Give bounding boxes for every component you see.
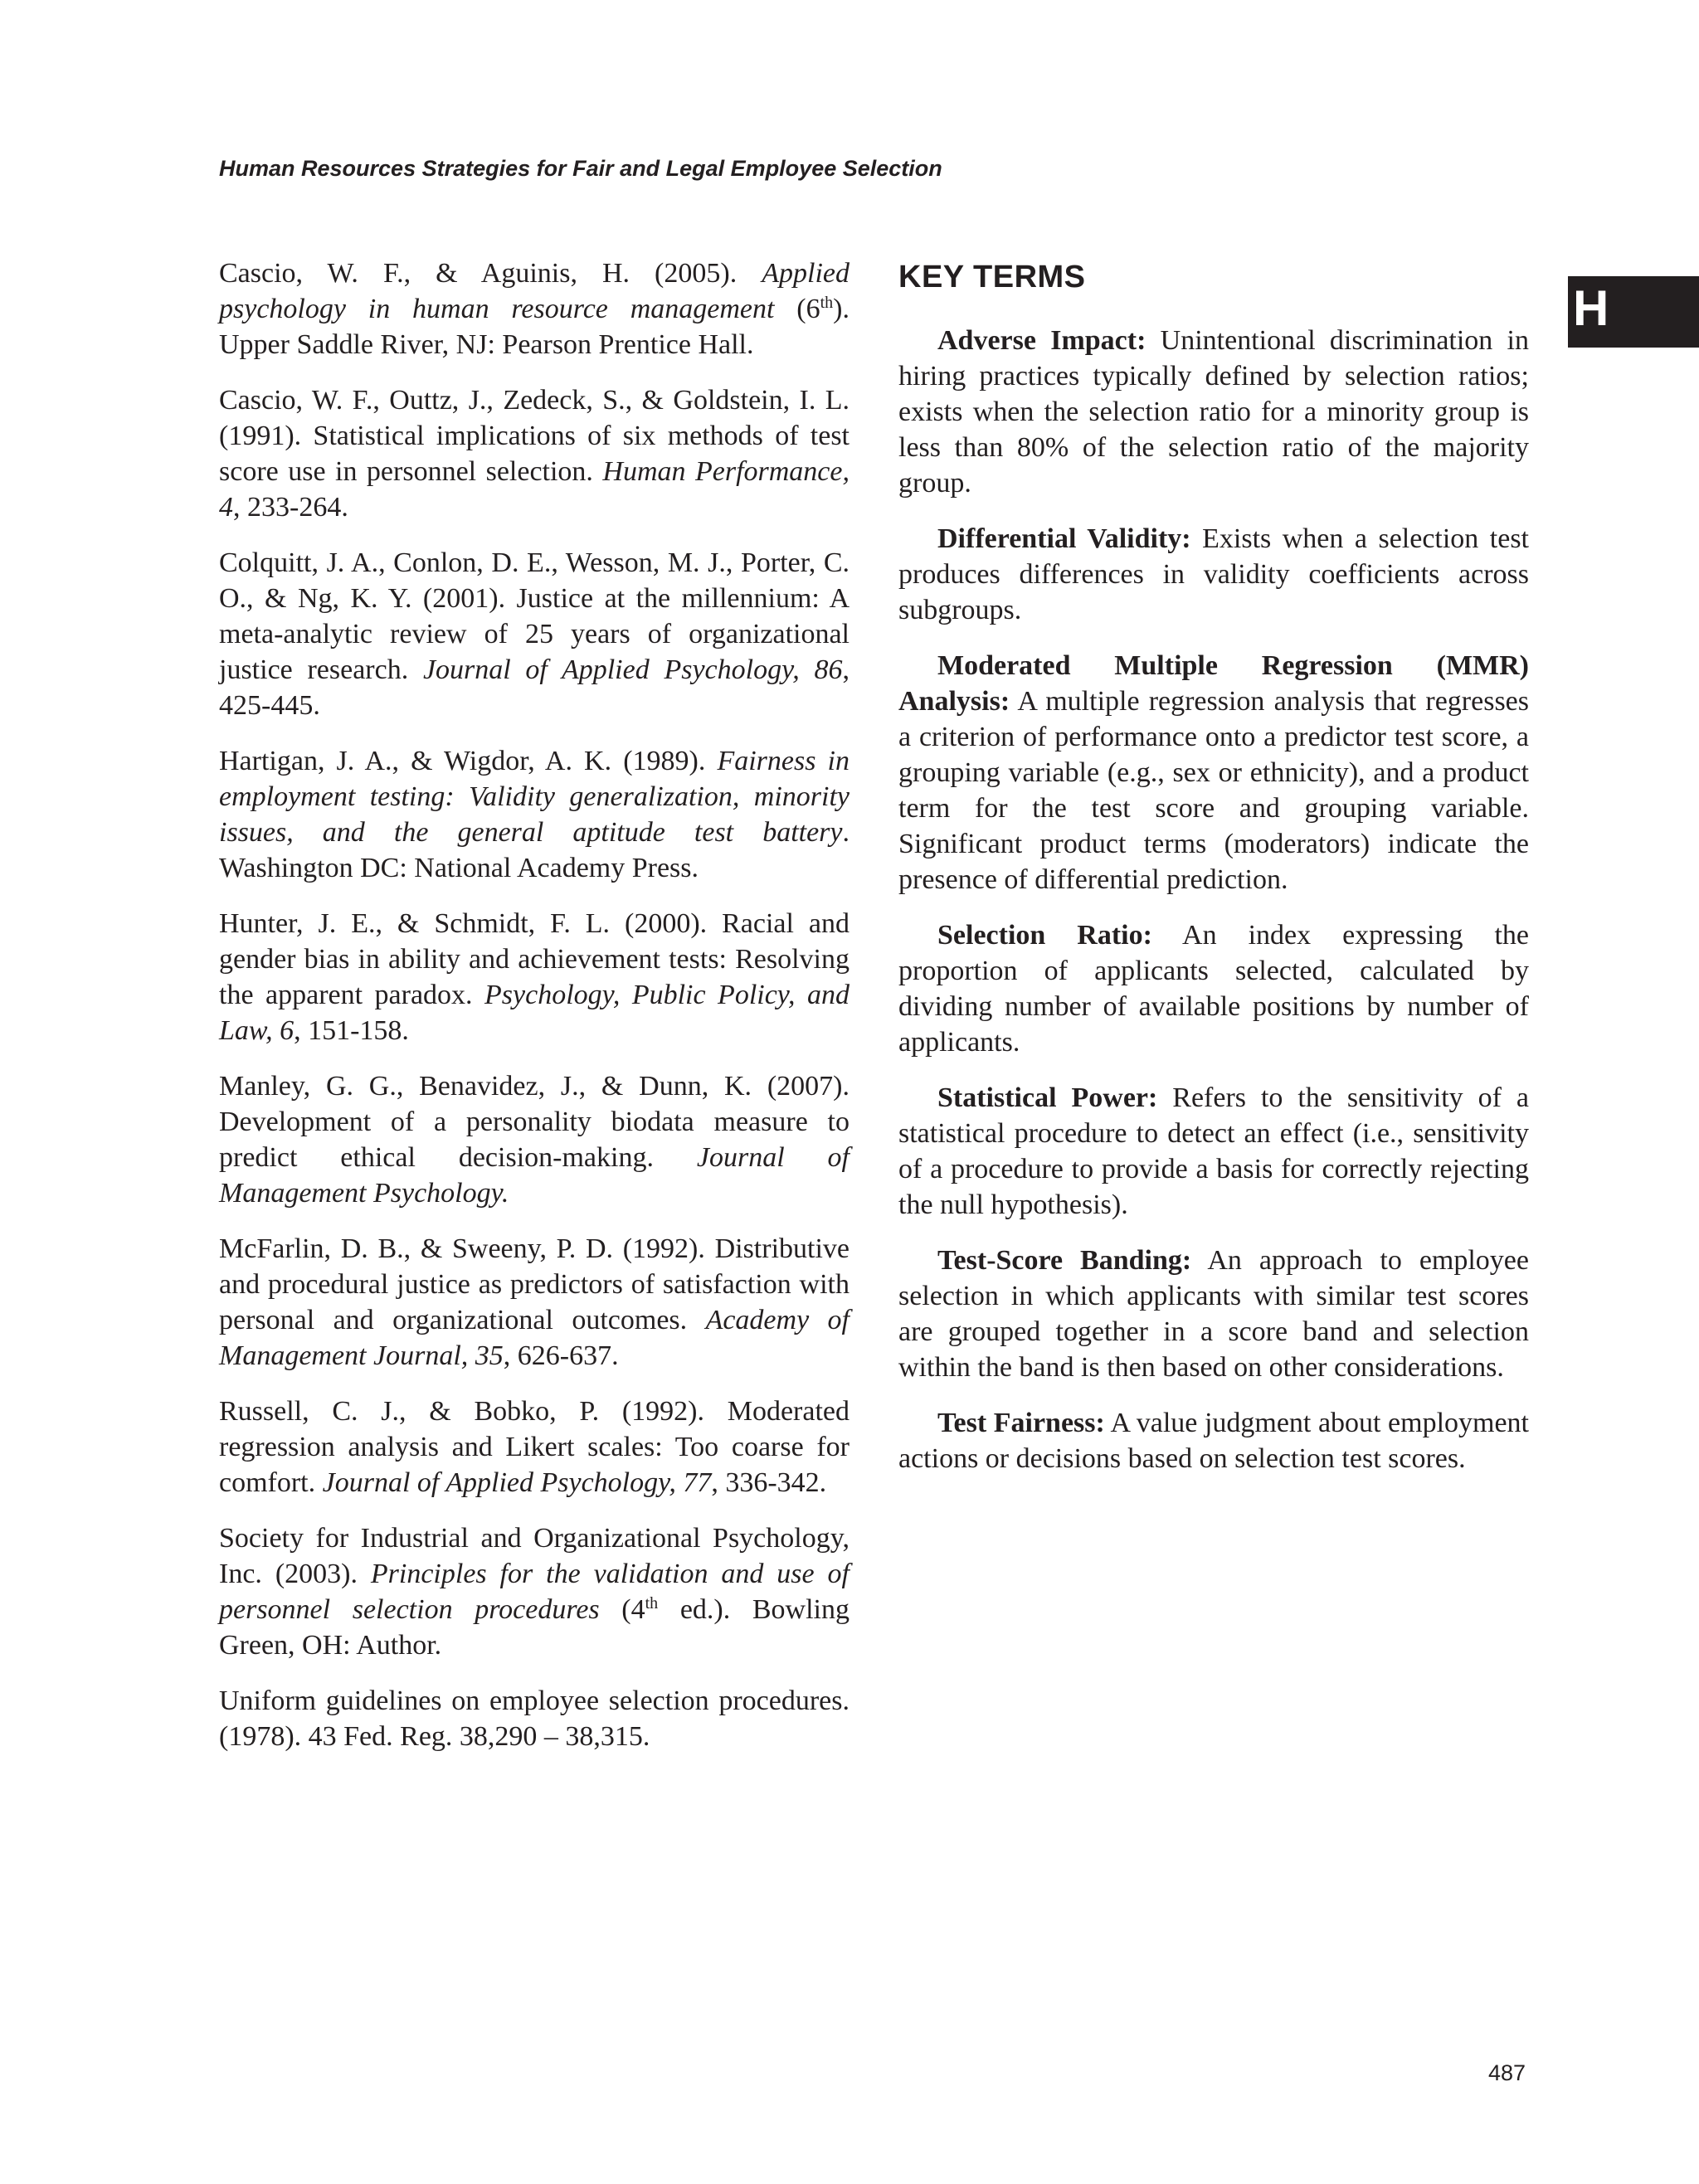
key-term-adverse-impact: Adverse Impact: Unintentional discrimination in hiring practices typically defined by selection ratios; exists when the selection ratio for a minority group is less than 80% of the selection ratio of the majority group. xyxy=(898,325,1529,499)
key-terms-heading: KEY TERMS xyxy=(898,260,1086,294)
page-number: 487 xyxy=(1488,2060,1526,2085)
key-term-mmr-analysis: Moderated Multiple Regression (MMR) Analysis: A multiple regression analysis that regresses a criterion of performance onto a predictor test score, a grouping variable (e.g., sex or ethnicity), and a product term for the test score and grouping variable. Significant product terms (moderators) indicate the presence of differential prediction. xyxy=(898,650,1529,895)
running-header: Human Resources Strategies for Fair and Legal Employee Selection xyxy=(219,156,942,181)
key-term-test-score-banding: Test-Score Banding: An approach to employee selection in which applicants with similar test scores are grouped together in a score band and selection within the band is then based on other considerations. xyxy=(898,1245,1529,1383)
key-terms-column xyxy=(898,255,1529,1496)
reference-item: Cascio, W. F., Outtz, J., Zedeck, S., & Goldstein, I. L. (1991). Statistical implications of six methods of test score use in personnel selection. Human Performance, 4, 233-264. xyxy=(219,385,850,523)
reference-item: Manley, G. G., Benavidez, J., & Dunn, K. (2007). Development of a personality biodata measure to predict ethical decision-making. Journal of Management Psychology. xyxy=(219,1071,850,1209)
key-term-differential-validity: Differential Validity: Exists when a selection test produces differences in validity coefficients across subgroups. xyxy=(898,523,1530,625)
key-term-statistical-power: Statistical Power: Refers to the sensitivity of a statistical procedure to detect an effect (i.e., sensitivity of a procedure to provide a basis for correctly rejecting the null hypothesis). xyxy=(898,1082,1529,1220)
key-term-test-fairness: Test Fairness: A value judgment about employment actions or decisions based on selection test scores. xyxy=(898,1408,1529,1474)
reference-item: Hartigan, J. A., & Wigdor, A. K. (1989). Fairness in employment testing: Validity generalization, minority issues, and the general aptitude test battery. Washington DC: National Academy Press. xyxy=(219,746,850,883)
reference-item: McFarlin, D. B., & Sweeny, P. D. (1992). Distributive and procedural justice as predictors of satisfaction with personal and organizational outcomes. Academy of Management Journal, 35, 626-637. xyxy=(219,1233,850,1371)
reference-item: Uniform guidelines on employee selection procedures. (1978). 43 Fed. Reg. 38,290 – 38,315. xyxy=(219,1685,850,1752)
section-tab-letter: H xyxy=(1573,280,1609,336)
reference-item: Colquitt, J. A., Conlon, D. E., Wesson, M. J., Porter, C. O., & Ng, K. Y. (2001). Justice at the millennium: A meta-analytic review of 25 years of organizational justice research. Journal of Applied Psychology, 86, 425-445. xyxy=(219,547,850,721)
section-tab xyxy=(1568,276,1699,348)
reference-item: Cascio, W. F., & Aguinis, H. (2005). Applied psychology in human resource management (6th). Upper Saddle River, NJ: Pearson Prentice Hall. xyxy=(219,258,850,360)
reference-item: Hunter, J. E., & Schmidt, F. L. (2000). Racial and gender bias in ability and achievement tests: Resolving the apparent paradox. Psychology, Public Policy, and Law, 6, 151-158. xyxy=(219,908,850,1046)
references-column xyxy=(219,255,850,1774)
key-term-selection-ratio: Selection Ratio: An index expressing the proportion of applicants selected, calculated by dividing number of available positions by number of applicants. xyxy=(898,920,1530,1058)
reference-item: Society for Industrial and Organizational Psychology, Inc. (2003). Principles for the validation and use of personnel selection procedures (4th ed.). Bowling Green, OH: Author. xyxy=(219,1523,850,1661)
reference-item: Russell, C. J., & Bobko, P. (1992). Moderated regression analysis and Likert scales: Too coarse for comfort. Journal of Applied Psychology, 77, 336-342. xyxy=(219,1396,850,1498)
